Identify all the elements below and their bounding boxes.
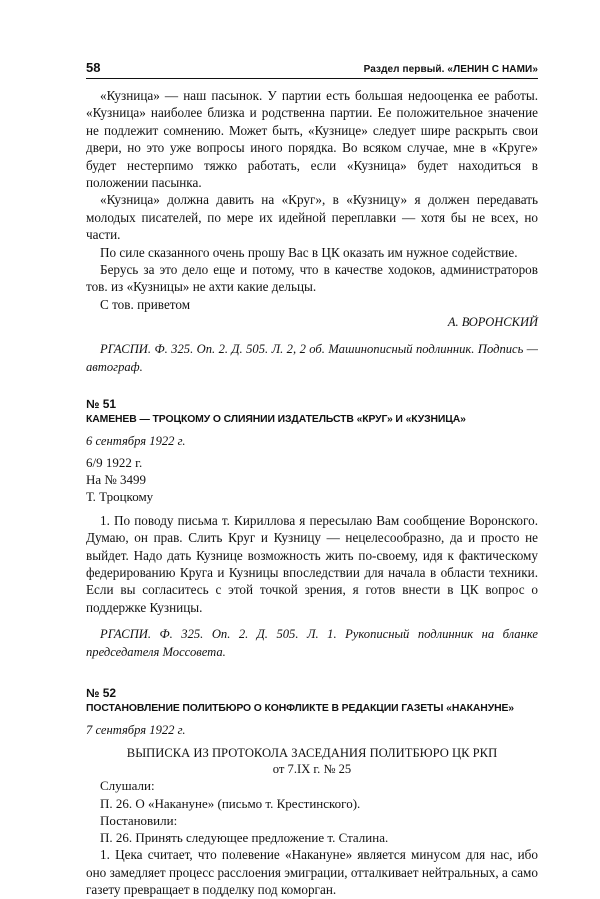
page-header — [86, 60, 538, 79]
doc-52-protocol-title: ВЫПИСКА ИЗ ПРОТОКОЛА ЗАСЕДАНИЯ ПОЛИТБЮРО ЦК РКП — [126, 746, 498, 761]
document-51 — [86, 396, 538, 661]
doc-51-body: 1. По поводу письма т. Кириллова я пересылаю Вам сообщение Воронского. Думаю, он прав. Слить Круг и Кузницу — нецелесообразно, да и просто не выйдет. Надо дать Кузнице возможность жить по-своему, идя к фактическому федерированию Круга и Кузницы впоследствии для начала в области техники. Если вы согласитесь с этой точкой зрения, я готов внести в ЦК вопрос о поддержке Кузницы. — [86, 512, 538, 615]
doc-52-number: № 52 — [86, 686, 117, 701]
doc-52-decided-item: П. 26. Принять следующее предложение т. Сталина. — [100, 830, 389, 846]
letter-continuation — [86, 87, 538, 376]
doc-51-source: РГАСПИ. Ф. 325. Оп. 2. Д. 505. Л. 1. Рукописный подлинник на бланке председателя Моссовета. — [86, 627, 538, 659]
doc-52-body: 1. Цека считает, что полевение «Накануне» является минусом для нас, ибо оно замедляет процесс расслоения эмиграции, отталкивает нейтральных, а само газету превращает в подделку под коморган. — [86, 847, 538, 898]
letter-paragraph-2: «Кузница» должна давить на «Круг», в «Кузницу» я должен передавать молодых писателей, по мере их идейной переплавки — хотя бы не всех, но части. — [86, 192, 538, 243]
letter-paragraph-4: Берусь за это дело еще и потому, что в качестве ходоков, администраторов тов. из «Кузницы» не ахти какие дельцы. — [86, 262, 538, 295]
doc-51-number: № 51 — [86, 397, 117, 412]
doc-51-meta-to: Т. Троцкому — [86, 489, 154, 505]
letter-paragraph-3: По силе сказанного очень прошу Вас в ЦК оказать им нужное содействие. — [100, 244, 518, 260]
doc-51-date: 6 сентября 1922 г. — [86, 434, 186, 449]
doc-52-title: ПОСТАНОВЛЕНИЕ ПОЛИТБЮРО О КОНФЛИКТЕ В РЕДАКЦИИ ГАЗЕТЫ «НАКАНУНЕ» — [86, 703, 514, 715]
doc-52-heard-item: П. 26. О «Накануне» (письмо т. Крестинского). — [100, 795, 361, 811]
page-number: 58 — [86, 60, 101, 75]
letter-paragraph-1: «Кузница» — наш пасынок. У партии есть большая недооценка ее работы. «Кузница» наиболее близка и родственна партии. Ее положительное значение не подлежит сомнению. Может быть, «Кузнице» следует шире раскрыть свои двери, но это уже вопросы иного порядка. Во всяком случае, мне в «Круге» будет нестерпимо тяжко работать, если «Кузница» будет находиться в положении пасынка. — [86, 88, 538, 191]
document-52 — [86, 685, 538, 898]
doc-51-meta-ref: На № 3499 — [86, 472, 147, 488]
letter-source: РГАСПИ. Ф. 325. Оп. 2. Д. 505. Л. 2, 2 об. Машинописный подлинник. Подпись — автограф. — [86, 342, 538, 374]
letter-closing: С тов. приветом — [100, 296, 191, 312]
doc-52-date: 7 сентября 1922 г. — [86, 723, 186, 738]
doc-51-meta-date: 6/9 1922 г. — [86, 455, 143, 471]
doc-52-protocol-sub: от 7.IX г. № 25 — [272, 762, 352, 777]
doc-52-decided-label: Постановили: — [100, 812, 178, 828]
running-head: Раздел первый. «ЛЕНИН С НАМИ» — [363, 64, 538, 75]
letter-signature: А. ВОРОНСКИЙ — [447, 315, 538, 330]
document-page — [86, 60, 538, 899]
doc-52-heard-label: Слушали: — [100, 778, 155, 794]
doc-51-title: КАМЕНЕВ — ТРОЦКОМУ О СЛИЯНИИ ИЗДАТЕЛЬСТВ «КРУГ» И «КУЗНИЦА» — [86, 414, 466, 426]
